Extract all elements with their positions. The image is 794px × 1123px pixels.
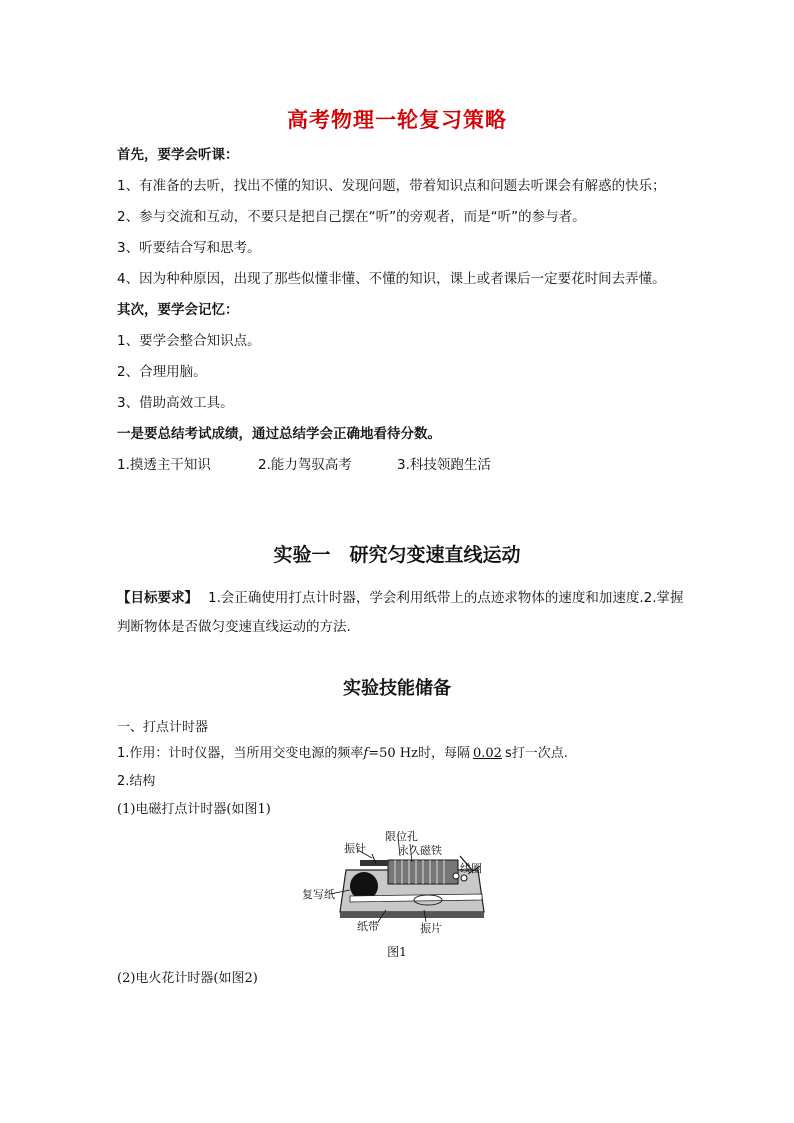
freq-symbol: f <box>363 746 369 761</box>
goal-line-2: 判断物体是否做匀变速直线运动的方法. <box>117 619 351 635</box>
goal-line-1 <box>117 589 684 607</box>
memory-item-3: 3、借助高效工具。 <box>117 395 234 411</box>
spark-timer-label: (2)电火花计时器(如图2) <box>117 971 258 986</box>
label-limit-hole: 限位孔 <box>385 830 418 843</box>
skills-heading: 实验技能储备 <box>343 678 451 699</box>
memory-heading: 其次，要学会记忆： <box>117 302 239 318</box>
tip-1: 1.摸透主干知识 <box>117 457 211 473</box>
label-vibrating-plate: 振片 <box>420 922 442 935</box>
structure-label: 2.结构 <box>117 774 156 789</box>
freq-value: =50 Hz时，每隔 <box>368 746 470 761</box>
goal-text-1: 1.会正确使用打点计时器，学会利用纸带上的点迹求物体的速度和加速度.2.掌握 <box>208 590 684 606</box>
timer-heading: 一、打点计时器 <box>117 720 209 735</box>
label-coil: 线圈 <box>460 862 482 875</box>
label-paper-tape: 纸带 <box>357 920 379 933</box>
memory-item-2: 2、合理用脑。 <box>117 364 207 380</box>
label-carbon-paper: 复写纸 <box>302 888 335 901</box>
interval-value: 0.02 <box>472 746 502 761</box>
goal-tag: 【目标要求】 <box>117 590 198 606</box>
experiment-title: 实验一 研究匀变速直线运动 <box>273 544 521 566</box>
figure-1-caption: 图1 <box>387 945 407 959</box>
listen-item-1: 1、有准备的去听，找出不懂的知识、发现问题，带着知识点和问题去听课会有解惑的快乐； <box>117 178 666 194</box>
listen-item-3: 3、听要结合写和思考。 <box>117 240 261 256</box>
label-vibrating-needle: 振针 <box>344 842 366 855</box>
function-line <box>117 745 568 763</box>
figure-1 <box>300 826 490 934</box>
listen-heading: 首先，要学会听课： <box>117 147 239 163</box>
function-prefix: 1.作用：计时仪器，当所用交变电源的频率 <box>117 746 364 761</box>
label-permanent-magnet: 永久磁铁 <box>398 844 442 857</box>
listen-item-2: 2、参与交流和互动，不要只是把自己摆在“听”的旁观者，而是“听”的参与者。 <box>117 209 586 225</box>
document-title: 高考物理一轮复习策略 <box>287 108 507 132</box>
tip-3: 3.科技领跑生活 <box>397 457 491 473</box>
summary-line: 一是要总结考试成绩，通过总结学会正确地看待分数。 <box>117 426 441 442</box>
function-suffix: s打一次点. <box>504 746 568 761</box>
tip-2: 2.能力驾驭高考 <box>258 457 352 473</box>
listen-item-4: 4、因为种种原因，出现了那些似懂非懂、不懂的知识，课上或者课后一定要花时间去弄懂。 <box>117 271 666 287</box>
electromagnetic-timer-label: (1)电磁打点计时器(如图1) <box>117 802 271 817</box>
memory-item-1: 1、要学会整合知识点。 <box>117 333 261 349</box>
